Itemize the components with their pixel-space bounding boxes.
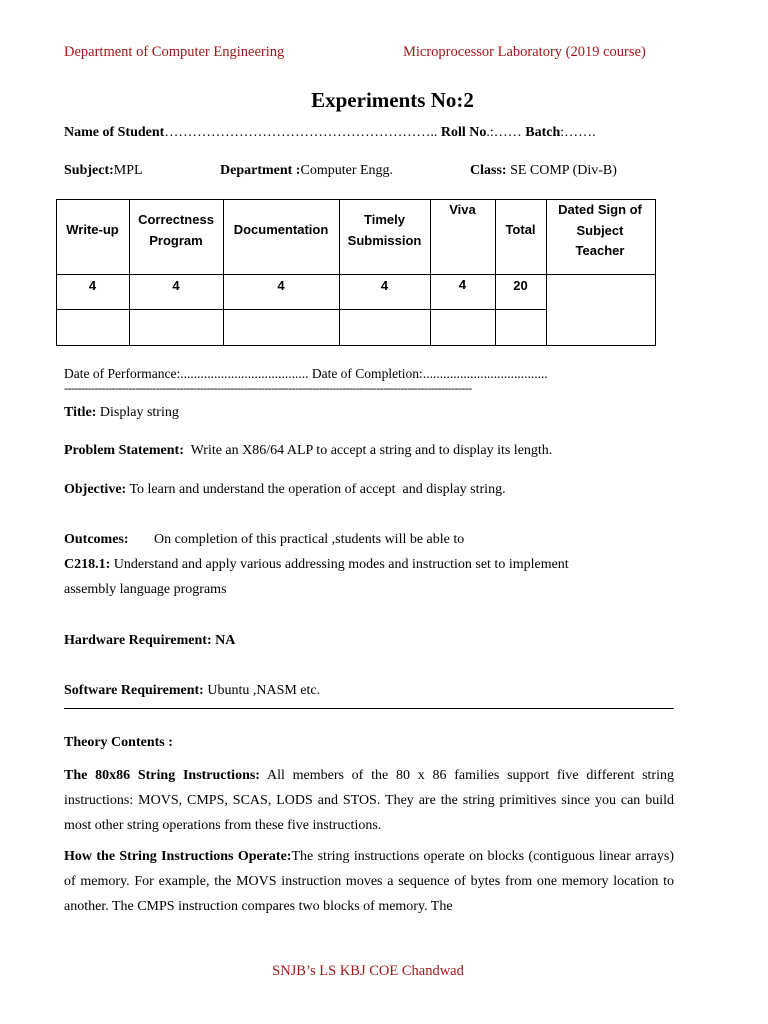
header-documentation: Documentation xyxy=(233,222,329,237)
assessment-table xyxy=(56,199,656,346)
p1-text: All members of the 80 x 86 families support five different string instructions: MOVS, CMPS, SCAS, LODS and STOS. They are the string primitives since you can build most other string operations from these five instructions. xyxy=(64,768,674,833)
name-dots: ………………………………………………….. xyxy=(164,125,438,140)
batch-label: Batch xyxy=(525,125,561,140)
page-title: Experiments No:2 xyxy=(311,88,474,112)
problem-label: Problem Statement: xyxy=(64,443,184,458)
max-timely-submission: 4 xyxy=(380,278,389,293)
theory-heading xyxy=(64,735,173,751)
theory-heading-text: Theory Contents : xyxy=(64,735,173,750)
completion-dots: ..................................... xyxy=(422,366,548,381)
theory-paragraph-2 xyxy=(64,844,674,919)
c218-text: Understand and apply various addressing modes and instruction set to implement xyxy=(110,557,569,572)
hardware-label: Hardware Requirement: NA xyxy=(64,633,236,648)
class-value: SE COMP (Div-B) xyxy=(510,163,617,178)
software-line xyxy=(64,683,320,699)
roll-label: Roll No xyxy=(440,125,487,140)
title-value: Display string xyxy=(96,405,179,420)
performance-label: Date of Performance: xyxy=(64,366,181,381)
objective-value: To learn and understand the operation of accept and display string. xyxy=(126,482,506,497)
header-correctness-program: Correctness Program xyxy=(138,212,214,248)
student-line xyxy=(64,125,596,141)
performance-dots: ...................................... xyxy=(180,366,309,381)
batch-dots: :……. xyxy=(560,125,596,140)
c218-line xyxy=(64,557,569,573)
dates-line xyxy=(64,366,548,382)
objective-label: Objective: xyxy=(64,482,127,497)
header-course: Microprocessor Laboratory (2019 course) xyxy=(403,44,646,60)
max-write-up: 4 xyxy=(88,278,97,293)
header-department: Department of Computer Engineering xyxy=(64,44,285,60)
theory-paragraph-1 xyxy=(64,763,674,838)
p2-text: The string instructions operate on blocks (contiguous linear arrays) of memory. For example, the MOVS instruction moves a sequence of bytes from one memory location to another. The CMPS instruction compares two blocks of memory. The xyxy=(64,849,674,914)
header-total: Total xyxy=(505,222,536,237)
department-label: Department : xyxy=(220,163,301,178)
header-timely-submission: Timely Submission xyxy=(347,212,422,248)
subject-label: Subject: xyxy=(64,163,114,178)
c218-label: C218.1: xyxy=(64,557,111,572)
max-correctness: 4 xyxy=(172,278,180,293)
subject-value: MPL xyxy=(113,163,143,178)
software-value: Ubuntu ,NASM etc. xyxy=(203,683,321,698)
software-label: Software Requirement: xyxy=(64,683,204,698)
problem-value: Write an X86/64 ALP to accept a string and to display its length. xyxy=(183,443,553,458)
p1-label: The 80x86 String Instructions: xyxy=(64,768,260,783)
outcomes-label: Outcomes: xyxy=(64,532,129,547)
outcomes-value: On completion of this practical ,students will be able to xyxy=(154,532,465,547)
name-label: Name of Student xyxy=(64,125,165,140)
header-viva: Viva xyxy=(449,202,476,217)
problem-line xyxy=(64,443,552,459)
footer-college: SNJB’s LS KBJ COE Chandwad xyxy=(272,963,464,979)
header-dated-sign: Dated Sign of Subject Teacher xyxy=(558,202,642,258)
max-total: 20 xyxy=(513,278,528,293)
max-viva: 4 xyxy=(458,277,467,292)
department-line xyxy=(220,163,393,179)
title-line xyxy=(64,405,179,421)
roll-dots: .:…… xyxy=(486,125,522,140)
header-write-up: Write-up xyxy=(66,222,119,237)
section-rule xyxy=(64,708,674,709)
outcomes-line xyxy=(64,532,129,548)
c218-line2: assembly language programs xyxy=(64,582,227,597)
title-label: Title: xyxy=(64,405,97,420)
completion-label: Date of Completion: xyxy=(311,366,423,381)
department-value: Computer Engg. xyxy=(300,163,394,178)
max-documentation: 4 xyxy=(277,278,285,293)
class-label: Class: xyxy=(470,163,507,178)
dashed-separator: ------------------------------------------------------------------------------------------------------------------------ xyxy=(64,381,472,395)
hardware-line xyxy=(64,633,235,649)
p2-label: How the String Instructions Operate: xyxy=(64,849,292,864)
subject-line xyxy=(64,163,143,179)
class-line xyxy=(470,163,617,179)
objective-line xyxy=(64,482,506,498)
